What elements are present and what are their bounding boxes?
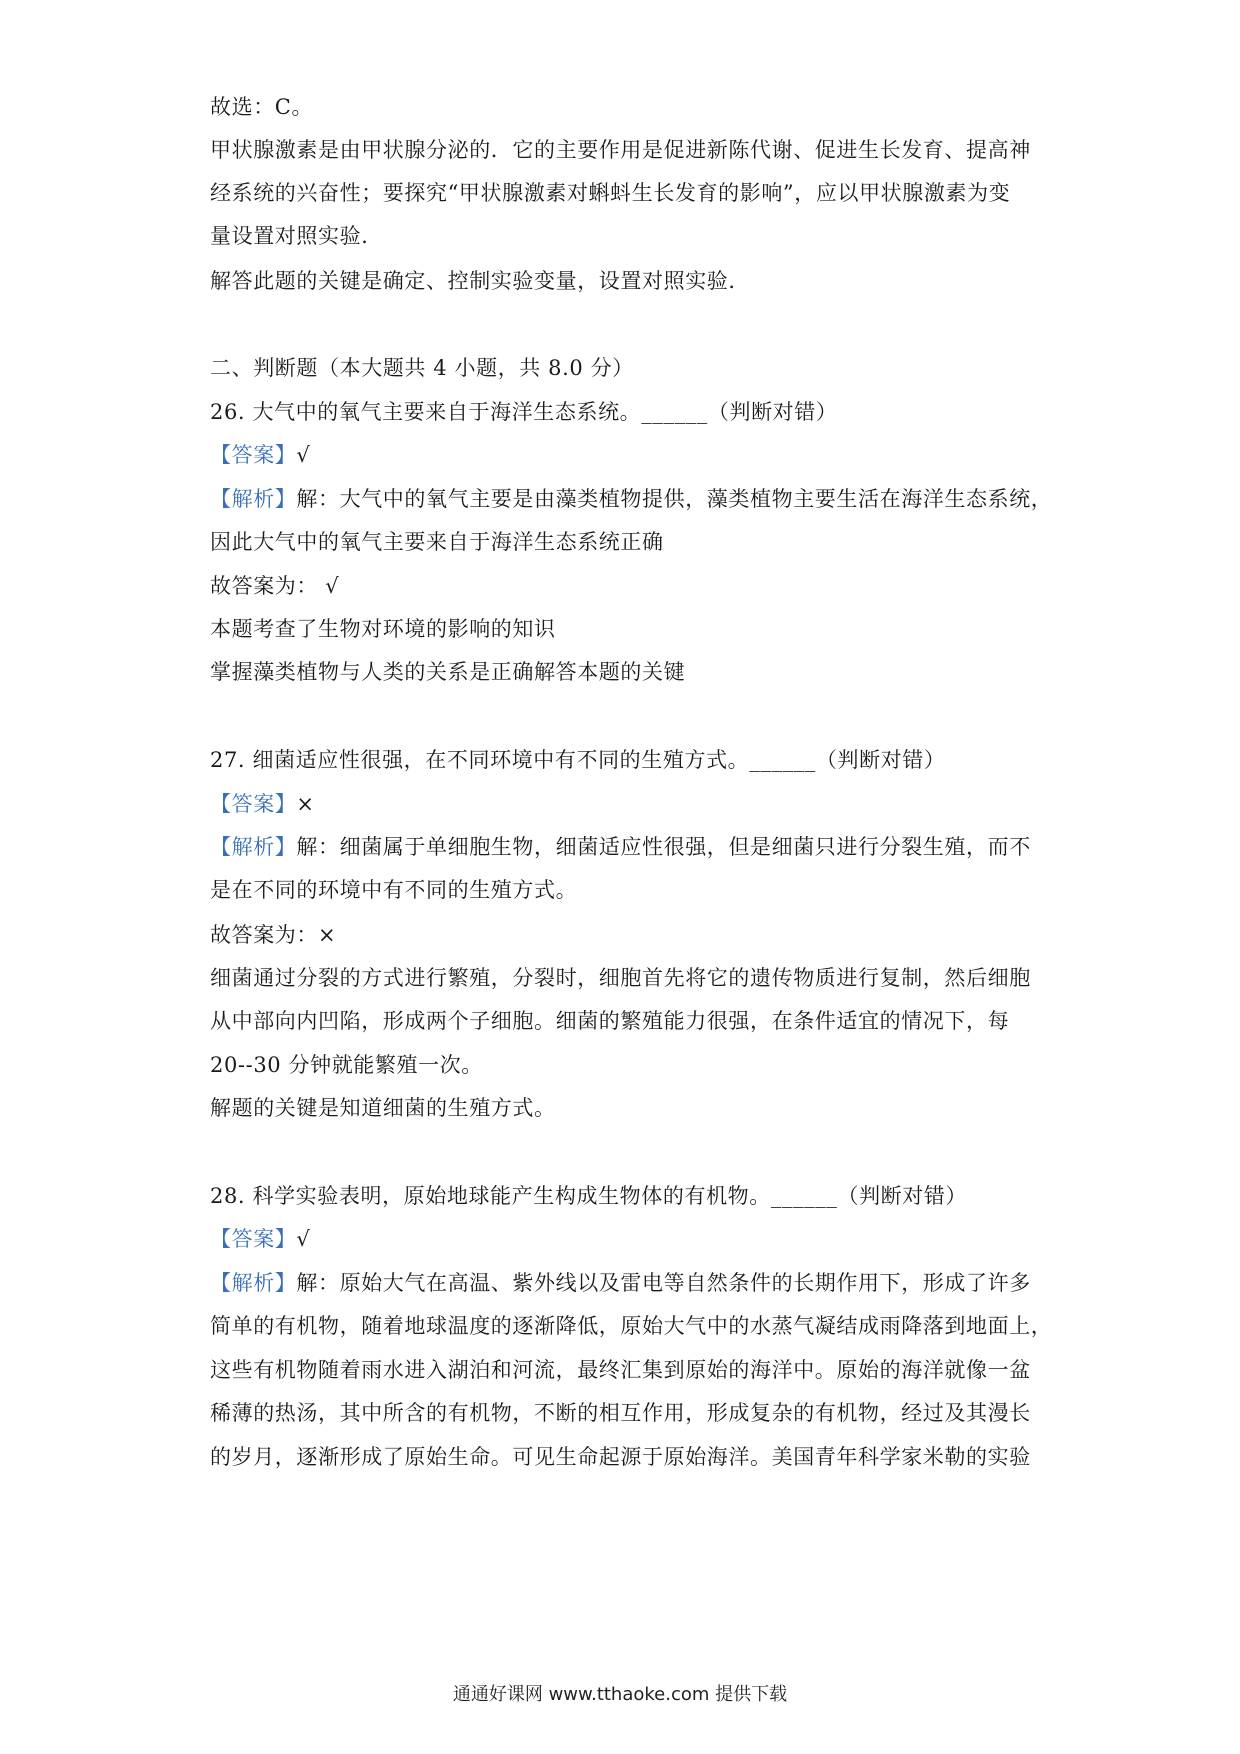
question-28-analysis-5: 的岁月，逐渐形成了原始生命。可见生命起源于原始海洋。美国青年科学家米勒的实验 bbox=[210, 1445, 1031, 1469]
question-27-final-answer: 故答案为：× bbox=[210, 923, 337, 947]
explanation-line-2: 经系统的兴奋性；要探究“甲状腺激素对蝌蚪生长发育的影响”，应以甲状腺激素为变 bbox=[210, 181, 1011, 205]
question-28-analysis bbox=[210, 1268, 1031, 1298]
question-26-note-2: 掌握藻类植物与人类的关系是正确解答本题的关键 bbox=[210, 660, 686, 684]
analysis-tag: 【解析】 bbox=[210, 835, 297, 859]
section-title: 二、判断题（本大题共 4 小题，共 8.0 分） bbox=[210, 356, 634, 380]
question-28-analysis-4: 稀薄的热汤，其中所含的有机物，不断的相互作用，形成复杂的有机物，经过及其漫长 bbox=[210, 1401, 1031, 1425]
answer-value: √ bbox=[296, 443, 311, 467]
question-26-note-1: 本题考查了生物对环境的影响的知识 bbox=[210, 617, 556, 641]
analysis-tag: 【解析】 bbox=[210, 487, 297, 511]
answer-value: √ bbox=[296, 1227, 311, 1251]
answer-tag: 【答案】 bbox=[210, 443, 297, 467]
question-28-analysis-3: 这些有机物随着雨水进入湖泊和河流，最终汇集到原始的海洋中。原始的海洋就像一盆 bbox=[210, 1358, 1031, 1382]
question-27-stem: 27. 细菌适应性很强，在不同环境中有不同的生殖方式。______（判断对错） bbox=[210, 748, 946, 772]
question-26-stem: 26. 大气中的氧气主要来自于海洋生态系统。______（判断对错） bbox=[210, 400, 838, 424]
answer-value: × bbox=[296, 792, 315, 816]
question-28-stem: 28. 科学实验表明，原始地球能产生构成生物体的有机物。______（判断对错） bbox=[210, 1184, 968, 1208]
analysis-text: 解：原始大气在高温、紫外线以及雷电等自然条件的长期作用下，形成了许多 bbox=[296, 1271, 1031, 1295]
page-footer: 通通好课网 www.tthaoke.com 提供下载 bbox=[452, 1684, 788, 1705]
question-26-analysis bbox=[210, 484, 1052, 514]
key-point-line: 解答此题的关键是确定、控制实验变量，设置对照实验． bbox=[210, 269, 750, 293]
answer-tag: 【答案】 bbox=[210, 792, 297, 816]
explanation-line-1: 甲状腺激素是由甲状腺分泌的．它的主要作用是促进新陈代谢、促进生长发育、提高神 bbox=[210, 138, 1031, 162]
question-27-analysis-2: 是在不同的环境中有不同的生殖方式。 bbox=[210, 878, 578, 902]
question-27-analysis bbox=[210, 832, 1031, 862]
analysis-text: 解：细菌属于单细胞生物，细菌适应性很强，但是细菌只进行分裂生殖，而不 bbox=[296, 835, 1031, 859]
question-27-note-4: 解题的关键是知道细菌的生殖方式。 bbox=[210, 1096, 556, 1120]
question-26-answer bbox=[210, 440, 310, 470]
question-26-final-answer: 故答案为： √ bbox=[210, 574, 340, 598]
analysis-text: 解：大气中的氧气主要是由藻类植物提供，藻类植物主要生活在海洋生态系统， bbox=[296, 487, 1053, 511]
question-27-note-1: 细菌通过分裂的方式进行繁殖，分裂时，细胞首先将它的遗传物质进行复制，然后细胞 bbox=[210, 966, 1031, 990]
explanation-line-3: 量设置对照实验． bbox=[210, 224, 383, 248]
question-27-note-2: 从中部向内凹陷，形成两个子细胞。细菌的繁殖能力很强，在条件适宜的情况下，每 bbox=[210, 1009, 1010, 1033]
analysis-tag: 【解析】 bbox=[210, 1271, 297, 1295]
question-27-answer bbox=[210, 789, 315, 819]
choice-line: 故选：C。 bbox=[210, 95, 314, 119]
question-28-answer bbox=[210, 1224, 310, 1254]
question-28-analysis-2: 简单的有机物，随着地球温度的逐渐降低，原始大气中的水蒸气凝结成雨降落到地面上， bbox=[210, 1314, 1053, 1338]
question-26-analysis-2: 因此大气中的氧气主要来自于海洋生态系统正确 bbox=[210, 530, 664, 554]
answer-tag: 【答案】 bbox=[210, 1227, 297, 1251]
question-27-note-3: 20--30 分钟就能繁殖一次。 bbox=[210, 1053, 483, 1077]
